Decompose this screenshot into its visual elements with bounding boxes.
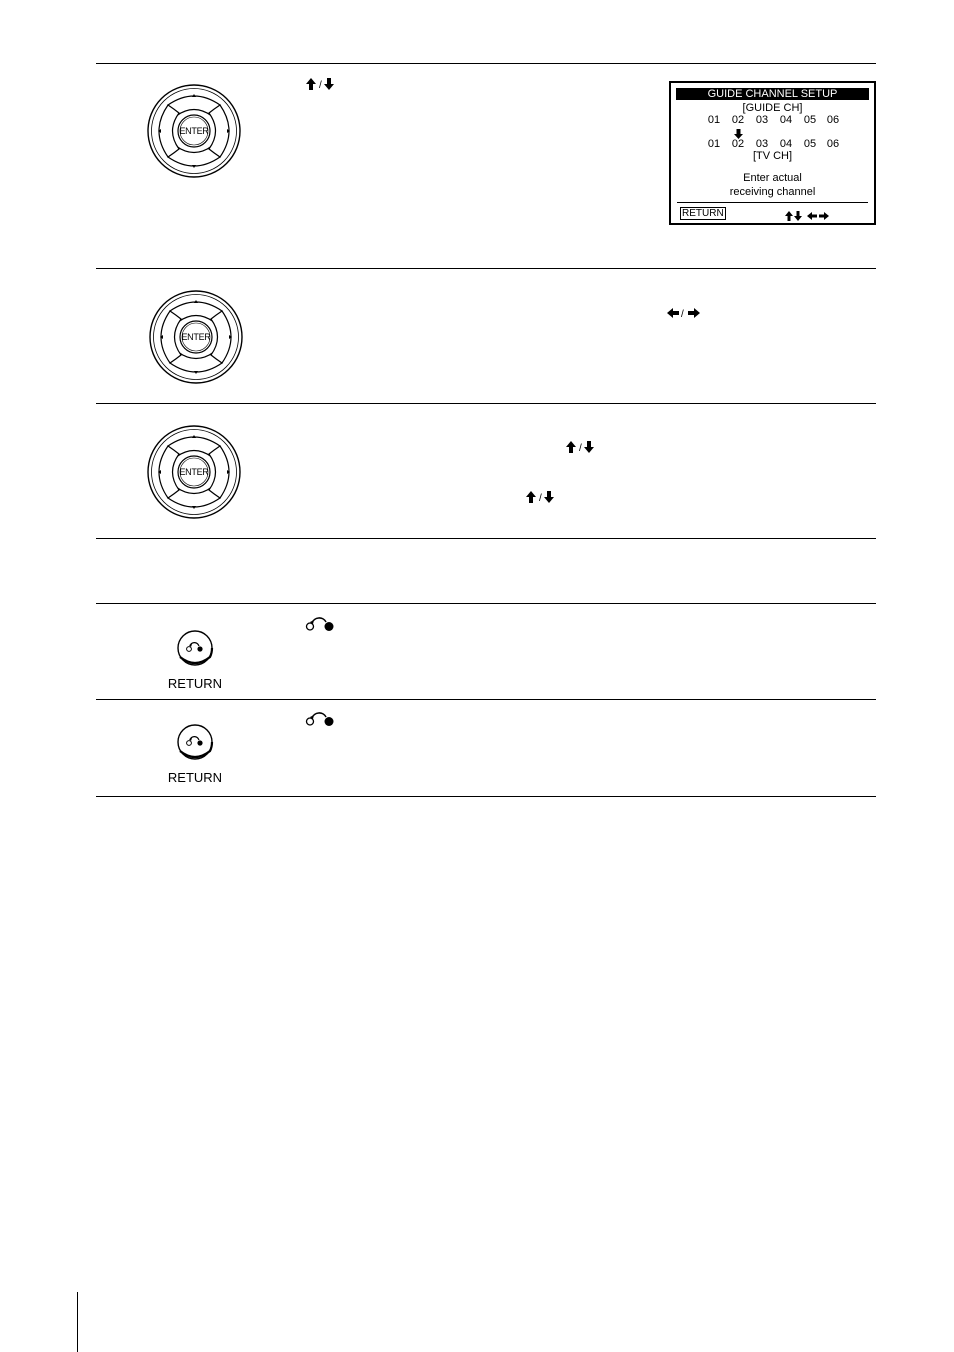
divider-rule	[96, 268, 876, 269]
guide-channel-number: 05	[803, 114, 817, 126]
svg-text:/: /	[319, 80, 322, 90]
enter-label: ENTER	[181, 332, 211, 342]
guide-channel-number: 02	[731, 114, 745, 126]
screen-instruction: receiving channel	[729, 186, 816, 198]
divider-rule	[96, 538, 876, 539]
enter-direction-pad-icon	[146, 83, 242, 179]
return-arrow-icon	[305, 709, 335, 732]
return-arrow-icon	[305, 614, 335, 637]
svg-text:/: /	[579, 443, 582, 453]
divider-rule	[96, 403, 876, 404]
tv-channel-number: 04	[779, 138, 793, 150]
tv-ch-label: [TV CH]	[752, 150, 793, 162]
guide-channel-number: 03	[755, 114, 769, 126]
divider-rule	[96, 63, 876, 64]
screen-instruction: Enter actual	[743, 172, 802, 184]
enter-label: ENTER	[179, 467, 209, 477]
tv-channel-number: 01	[707, 138, 721, 150]
return-label: RETURN	[167, 770, 223, 785]
screen-title: GUIDE CHANNEL SETUP	[676, 88, 869, 100]
left-right-arrow-icon	[667, 307, 701, 319]
screen-divider	[677, 202, 868, 203]
svg-text:/: /	[539, 493, 542, 503]
return-button-icon	[160, 723, 230, 787]
tv-channel-number: 06	[826, 138, 840, 150]
up-down-arrow-icon	[526, 491, 560, 503]
screen-arrow-keys-icon	[785, 208, 831, 226]
enter-direction-pad-icon	[146, 424, 242, 520]
divider-rule	[96, 699, 876, 700]
up-down-arrow-icon	[566, 441, 600, 453]
return-label: RETURN	[167, 676, 223, 691]
page-margin-line	[77, 1292, 78, 1352]
tv-channel-number: 03	[755, 138, 769, 150]
guide-channel-row	[671, 114, 874, 126]
guide-channel-number: 01	[707, 114, 721, 126]
up-down-arrow-icon	[306, 78, 340, 90]
tv-channel-number: 05	[803, 138, 817, 150]
return-button-icon	[160, 629, 230, 693]
screen-return-label: RETURN	[682, 208, 724, 219]
enter-label: ENTER	[179, 126, 209, 136]
svg-text:/: /	[681, 309, 684, 319]
tv-channel-number: 02	[731, 138, 745, 150]
guide-channel-number: 06	[826, 114, 840, 126]
divider-rule	[96, 796, 876, 797]
guide-ch-label: [GUIDE CH]	[742, 102, 803, 114]
divider-rule	[96, 603, 876, 604]
guide-channel-setup-screen	[669, 81, 876, 225]
enter-direction-pad-icon	[148, 289, 244, 385]
tv-channel-row	[671, 138, 874, 150]
guide-channel-number: 04	[779, 114, 793, 126]
